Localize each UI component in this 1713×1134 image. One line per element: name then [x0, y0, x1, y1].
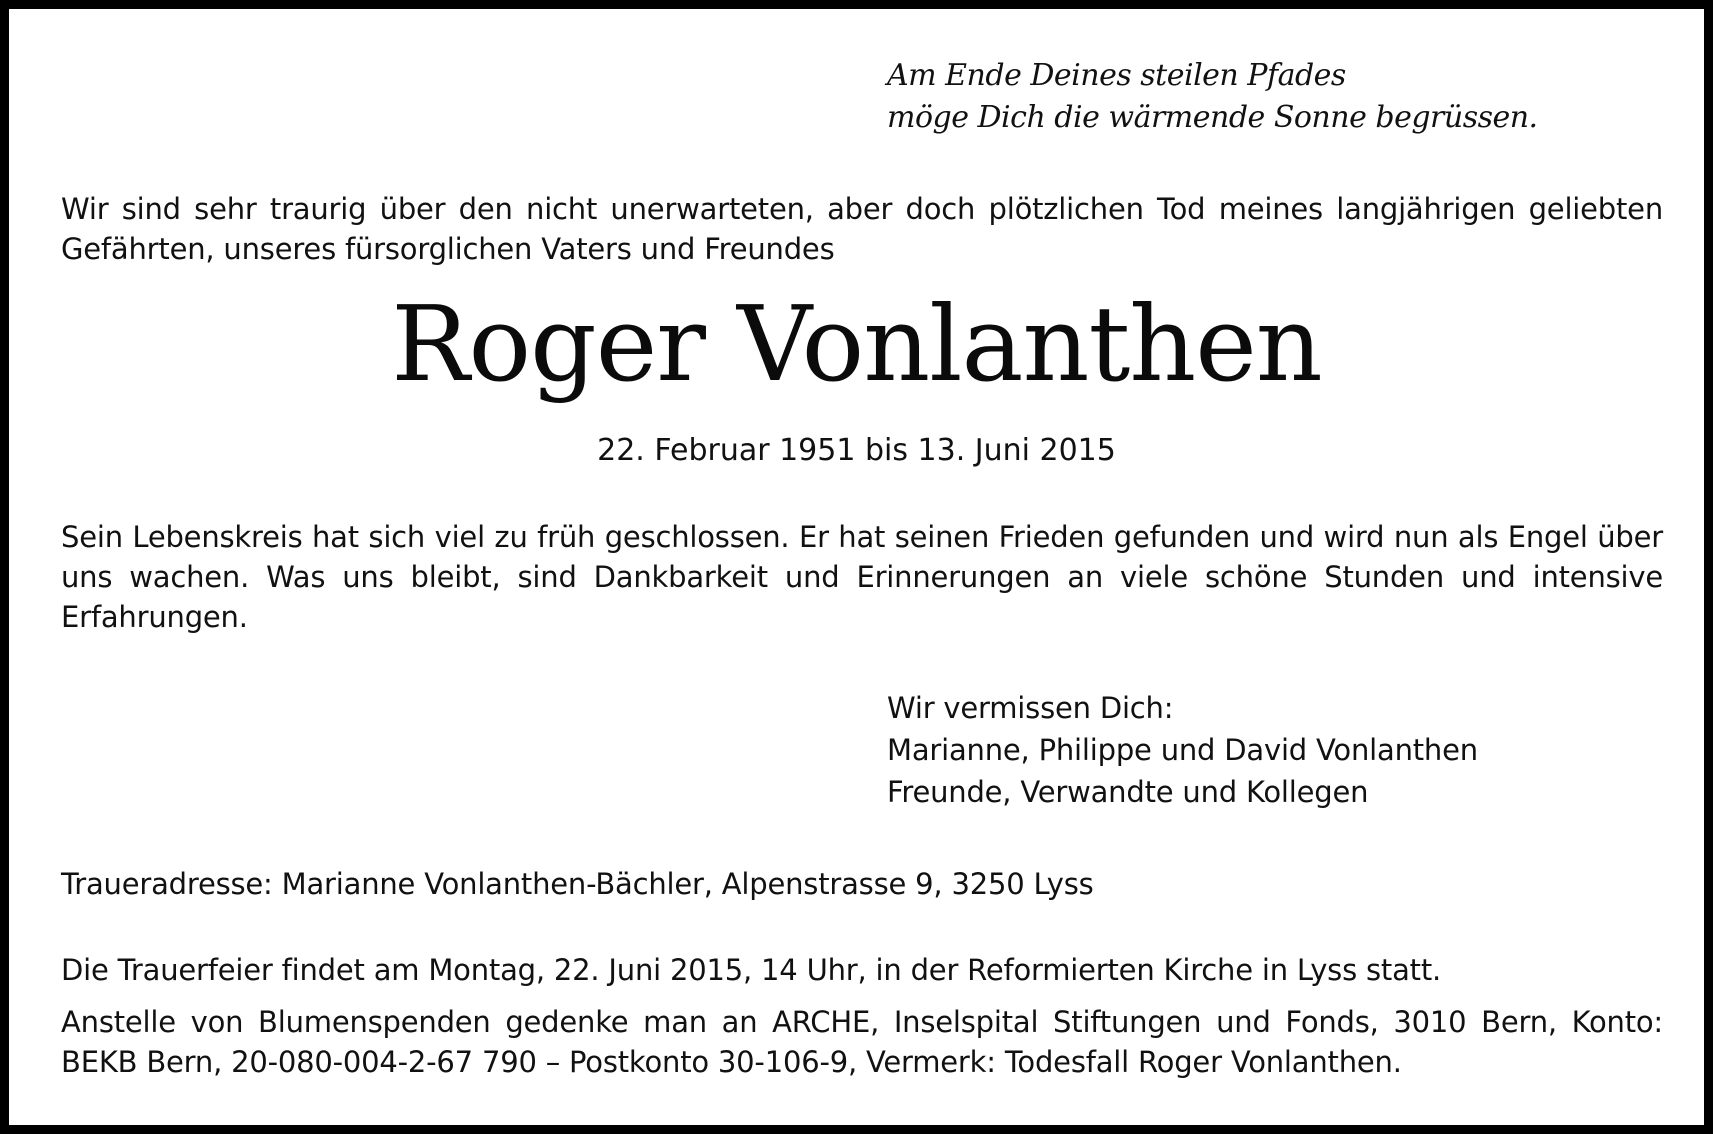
signature-line-1: Wir vermissen Dich:	[887, 691, 1174, 725]
motto-line-2: möge Dich die wärmende Sonne begrüssen.	[887, 100, 1538, 135]
donation-info: Anstelle von Blumenspenden gedenke man an ARCHE, Inselspital Stiftungen und Fonds, 3010 Bern, Konto: BEKB Bern, 20-080-004-2-67 790 – Postkonto 30-106-9, Vermerk: Todesfall Roger Vonlanthen.	[61, 1005, 1663, 1079]
signature-line-2: Marianne, Philippe und David Vonlanthen	[887, 733, 1478, 767]
mourning-address: Traueradresse: Marianne Vonlanthen-Bächler, Alpenstrasse 9, 3250 Lyss	[61, 867, 1094, 901]
signature-block	[887, 687, 1478, 813]
signature-line-3: Freunde, Verwandte und Kollegen	[887, 775, 1369, 809]
tribute-paragraph: Sein Lebenskreis hat sich viel zu früh geschlossen. Er hat seinen Frieden gefunden und wird nun als Engel über uns wachen. Was uns bleibt, sind Dankbarkeit und Erinnerungen an viele schöne Stunden und intensive Erfahrungen.	[61, 520, 1663, 634]
life-dates: 22. Februar 1951 bis 13. Juni 2015	[597, 433, 1116, 468]
motto-line-1: Am Ende Deines steilen Pfades	[887, 58, 1346, 93]
ceremony-info: Die Trauerfeier findet am Montag, 22. Juni 2015, 14 Uhr, in der Reformierten Kirche in Lyss statt.	[61, 953, 1442, 987]
motto-verse	[887, 55, 1538, 139]
deceased-name: Roger Vonlanthen	[391, 283, 1322, 405]
intro-paragraph: Wir sind sehr traurig über den nicht unerwarteten, aber doch plötzlichen Tod meines langjährigen geliebten Gefährten, unseres fürsorglichen Vaters und Freundes	[61, 192, 1663, 266]
